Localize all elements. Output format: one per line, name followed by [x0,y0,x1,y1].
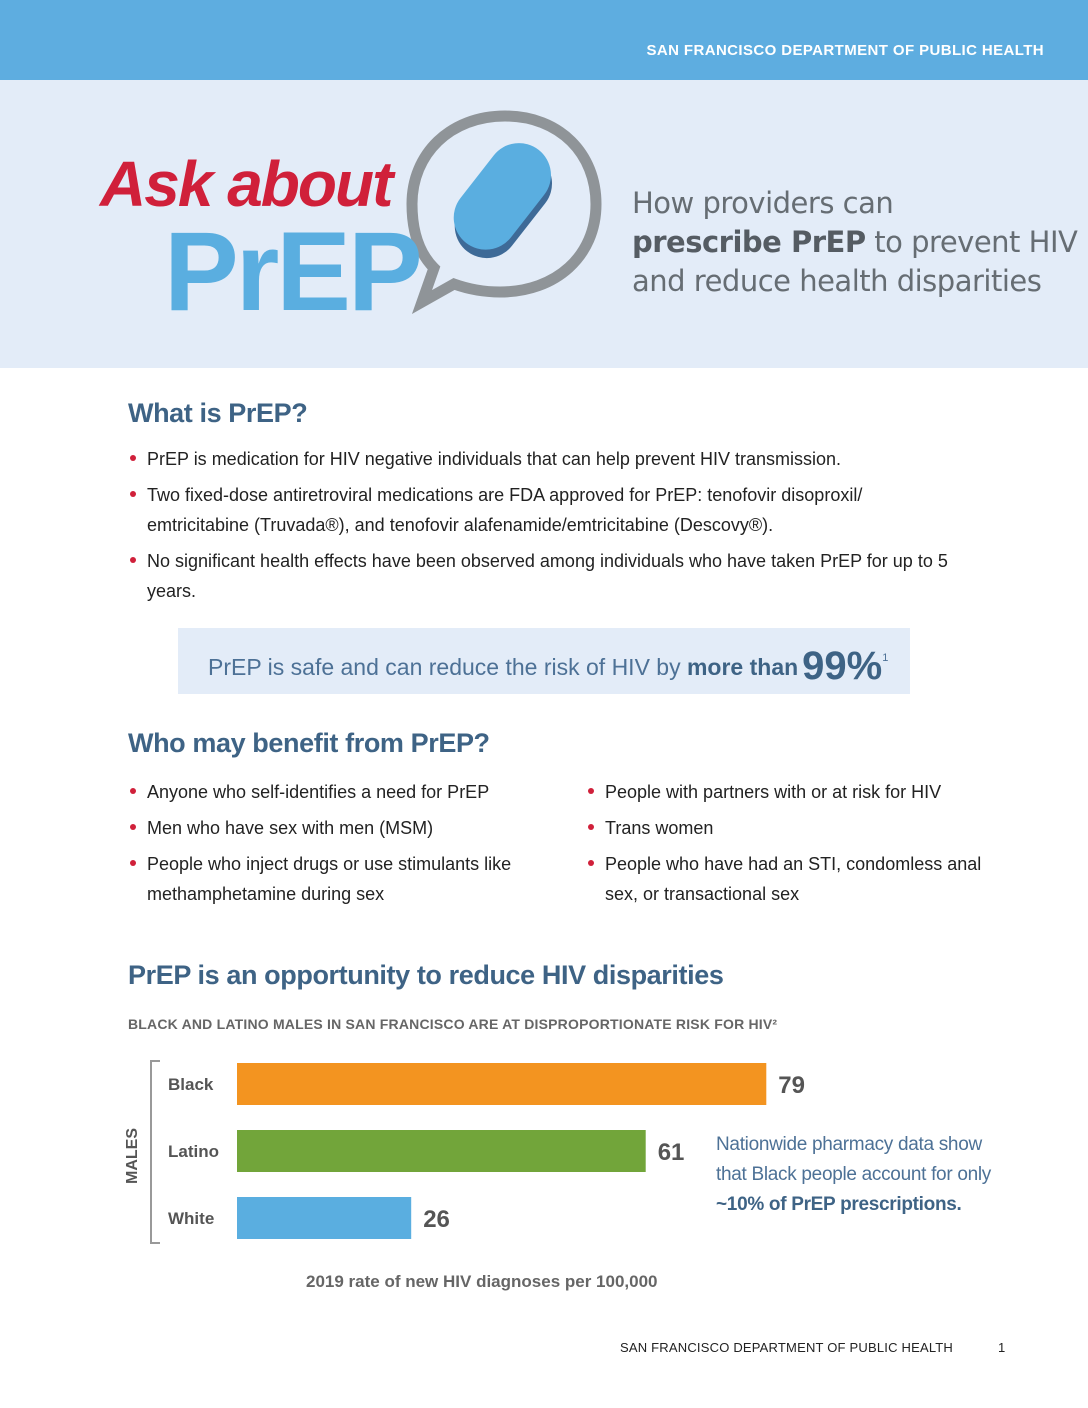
bar-chart [160,1058,806,1248]
who-list-left [128,777,548,915]
hero-tagline [632,184,1077,301]
tagline-line1: How providers can [632,186,894,220]
tagline-mid: to prevent HIV [865,225,1078,259]
callout-bold: more than [686,654,799,680]
value-label-black: 79 [778,1072,806,1099]
bar-black [237,1063,766,1105]
group-label: MALES [124,1128,141,1184]
list-item: People who inject drugs or use stimulants like methamphetamine during sex [128,849,548,909]
callout-lead: PrEP is safe and can reduce the risk of HIV by [208,654,687,680]
speech-bubble-pill-icon [400,106,610,316]
footer-org: SAN FRANCISCO DEPARTMENT OF PUBLIC HEALTH [620,1340,954,1355]
safety-callout [178,628,910,694]
who-list-right [586,777,996,915]
chart-note [716,1130,1016,1220]
value-label-latino: 61 [657,1139,685,1166]
header-org: SAN FRANCISCO DEPARTMENT OF PUBLIC HEALTH [646,42,1044,59]
list-item: People who have had an STI, condomless anal sex, or transactional sex [586,849,996,909]
hero-banner [0,80,1088,368]
list-item: Two fixed-dose antiretroviral medications are FDA approved for PrEP: tenofovir disoproxil/ emtricitabine (Truvada®), and tenofovir alafenamide/emtricitabine (Descovy®). [128,480,968,540]
category-label-black: Black [168,1075,214,1094]
what-heading: What is PrEP? [128,398,308,428]
top-bar [0,0,1088,80]
tagline-line3: and reduce health disparities [632,264,1042,298]
group-bracket [150,1060,160,1244]
list-item: PrEP is medication for HIV negative individuals that can help prevent HIV transmission. [128,444,968,474]
bar-latino [237,1130,646,1172]
list-item: No significant health effects have been observed among individuals who have taken PrEP for up to 5 years. [128,546,968,606]
who-heading: Who may benefit from PrEP? [128,728,490,758]
list-item: Trans women [586,813,996,843]
what-list [128,444,968,612]
list-item: Anyone who self-identifies a need for PrEP [128,777,548,807]
list-item: Men who have sex with men (MSM) [128,813,548,843]
logo-prep: PrEP [164,209,420,334]
chart-x-label: 2019 rate of new HIV diagnoses per 100,000 [306,1272,658,1291]
callout-footnote: 1 [882,652,889,664]
category-label-white: White [168,1209,215,1228]
disparities-heading: PrEP is an opportunity to reduce HIV disparities [128,960,724,990]
value-label-white: 26 [423,1206,450,1233]
tagline-line2 [632,223,1077,262]
callout-text [208,644,888,689]
chart-title: BLACK AND LATINO MALES IN SAN FRANCISCO ARE AT DISPROPORTIONATE RISK FOR HIV² [128,1016,778,1032]
callout-percent: 99% [802,644,883,688]
logo-ask-about: Ask about [100,148,392,220]
note-text: Nationwide pharmacy data show that Black people account for only [716,1134,991,1185]
list-item: People with partners with or at risk for HIV [586,777,996,807]
page-number: 1 [998,1340,1006,1355]
bar-white [237,1197,411,1239]
category-label-latino: Latino [168,1142,219,1161]
tagline-bold: prescribe PrEP [632,225,866,259]
note-bold: ~10% of PrEP prescriptions. [716,1194,962,1215]
